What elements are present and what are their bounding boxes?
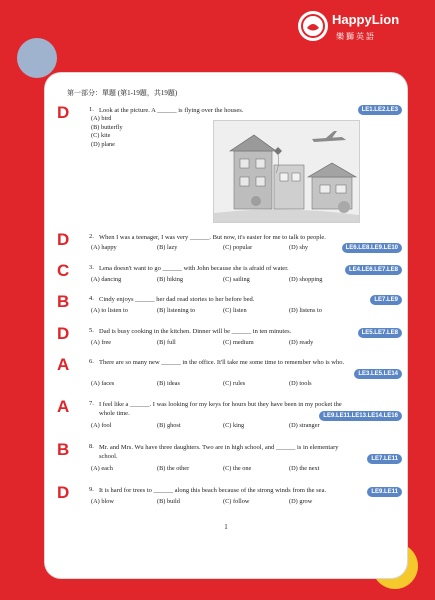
brand-name: HappyLion xyxy=(332,12,400,27)
question-text: There are so many new ______ in the office. It'll take me some time to remember who is who. xyxy=(99,359,345,366)
question-text: Lena doesn't want to go ______ with John because she is afraid of water. xyxy=(99,265,289,272)
skill-tag-badge: LE5.LE7.LE8 xyxy=(358,328,402,338)
option: (A) dancing xyxy=(91,276,122,283)
skill-tag-badge: LE7.LE9 xyxy=(370,295,402,305)
answer-letter: C xyxy=(57,261,70,280)
option: (C) popular xyxy=(223,244,253,251)
option: (A) to listen to xyxy=(91,307,128,314)
option: (D) the next xyxy=(289,465,320,472)
option: (C) rules xyxy=(223,380,246,387)
question-illustration xyxy=(213,120,360,223)
option: (A) faces xyxy=(91,380,115,387)
option: (C) listen xyxy=(223,307,247,314)
option: (B) hiking xyxy=(157,276,184,283)
answer-letter: B xyxy=(57,292,70,311)
question-text: I feel like a ______. I was looking for my keys for hours but they have been in my pocket the whole time. xyxy=(99,401,342,417)
option: (D) shopping xyxy=(289,276,323,283)
option: (A) fool xyxy=(91,422,112,429)
question-number: 1. xyxy=(89,106,94,113)
option-row xyxy=(91,465,355,472)
option: (B) listening to xyxy=(157,307,196,314)
question-text: Mr. and Mrs. Wu have three daughters. Two are in high school, and ______ is in elementary school. xyxy=(99,444,339,460)
decorative-blue-circle xyxy=(17,38,57,78)
worksheet-page xyxy=(45,73,407,578)
option: (A) blow xyxy=(91,498,114,505)
option: (B) full xyxy=(157,339,176,346)
option: (A) bird xyxy=(91,115,112,122)
skill-tag-badge: LE1.LE2.LE3 xyxy=(358,105,402,115)
option: (C) sailing xyxy=(223,276,250,283)
option: (C) kite xyxy=(91,132,111,140)
option: (D) grow xyxy=(289,498,313,505)
question-number: 5. xyxy=(89,327,94,334)
question-number: 4. xyxy=(89,295,94,302)
skill-tag-badge: LE3.LE5.LE14 xyxy=(354,369,402,379)
option: (C) medium xyxy=(223,339,254,346)
skill-tag-badge: LE7.LE11 xyxy=(367,454,402,464)
question-text: It is hard for trees to ______ along this beach because of the strong winds from the sea. xyxy=(99,487,327,494)
option: (A) each xyxy=(91,465,113,472)
option: (B) the other xyxy=(157,465,190,472)
option: (C) follow xyxy=(223,498,250,505)
option: (B) build xyxy=(157,498,180,505)
option-row xyxy=(91,380,355,387)
answer-letter: A xyxy=(57,397,70,416)
option: (D) shy xyxy=(289,244,309,251)
question-text: Dad is busy cooking in the kitchen. Dinner will be ______ in ten minutes. xyxy=(99,328,292,335)
skill-tag-badge: LE6.LE8.LE9.LE10 xyxy=(342,243,402,253)
question-number: 3. xyxy=(89,264,94,271)
skill-tag-badge: LE4.LE6.LE7.LE8 xyxy=(345,265,402,275)
answer-letter: D xyxy=(57,103,70,122)
answer-letter: D xyxy=(57,230,70,249)
option-row xyxy=(91,276,355,283)
answer-letter: D xyxy=(57,483,70,502)
answer-letter: B xyxy=(57,440,70,459)
option: (D) ready xyxy=(289,339,314,346)
lion-logo-icon xyxy=(298,11,328,41)
question-number: 6. xyxy=(89,358,94,365)
option: (D) listens to xyxy=(289,307,322,314)
section-title: 第一部分：單題 (第1-19題，共19題) xyxy=(67,89,178,97)
answer-letter: D xyxy=(57,324,70,343)
question-text: Cindy enjoys ______ her dad read stories to her before bed. xyxy=(99,296,255,303)
option-row xyxy=(91,422,355,429)
skill-tag-badge: LE9.LE11 xyxy=(367,487,402,497)
page-number: 1 xyxy=(224,523,228,531)
option-row xyxy=(91,498,355,505)
question-number: 7. xyxy=(89,400,94,407)
option: (B) ideas xyxy=(157,380,180,387)
option: (C) king xyxy=(223,422,245,429)
option-row xyxy=(91,307,355,314)
option: (B) lazy xyxy=(157,244,178,251)
option-row xyxy=(91,244,355,251)
question-number: 9. xyxy=(89,486,94,493)
brand-subtitle: 樂獅英語 xyxy=(336,32,376,41)
option: (D) plane xyxy=(91,140,115,148)
question-text: Look at the picture. A ______ is flying over the houses. xyxy=(99,107,244,114)
question-text: When I was a teenager, I was very ______. But now, it's easier for me to talk to people. xyxy=(99,234,326,241)
question-number: 2. xyxy=(89,233,94,240)
option: (B) butterfly xyxy=(91,123,123,131)
answer-letter: A xyxy=(57,355,70,374)
option-row xyxy=(91,339,355,346)
option: (A) happy xyxy=(91,244,117,251)
option: (C) the one xyxy=(223,465,252,472)
skill-tag-badge: LE9.LE11.LE13.LE14.LE16 xyxy=(319,411,402,421)
question-number: 8. xyxy=(89,443,94,450)
option: (B) ghost xyxy=(157,422,181,429)
option: (D) stranger xyxy=(289,422,320,429)
option: (D) tools xyxy=(289,380,312,387)
option-list xyxy=(91,115,123,149)
brand-logo xyxy=(298,9,430,49)
option: (A) free xyxy=(91,339,112,346)
